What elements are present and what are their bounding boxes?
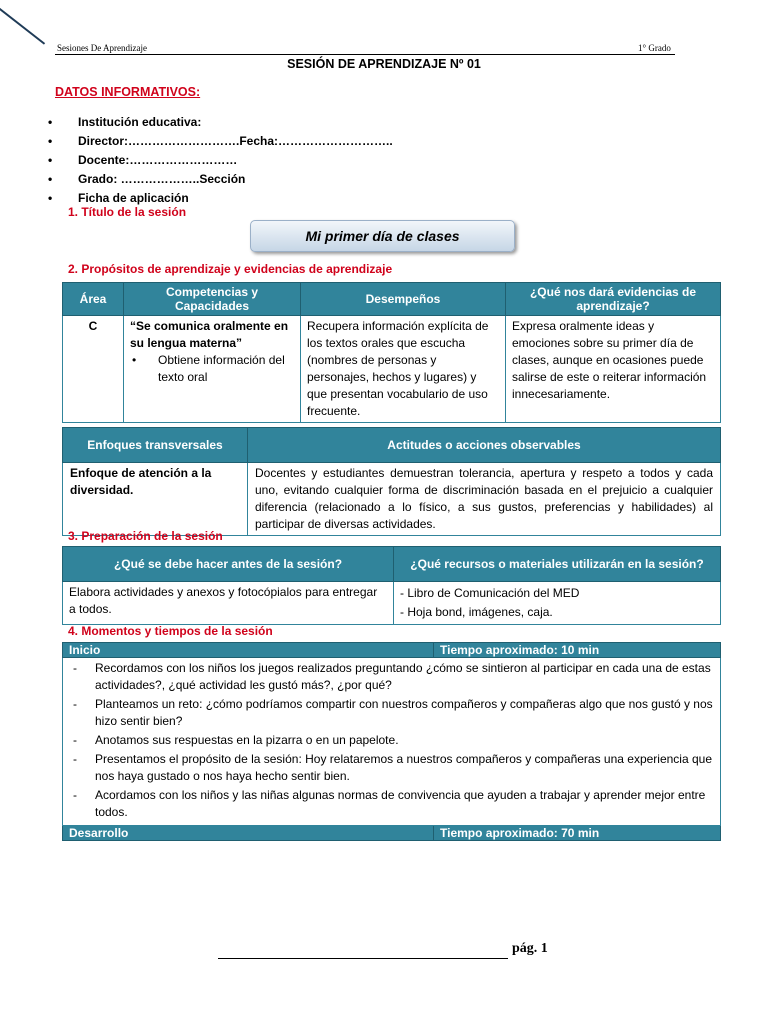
list-item: • Grado: ………………..Sección (48, 170, 393, 189)
table-header: Desempeños (301, 283, 506, 316)
competencia-text: “Se comunica oralmente en su lengua materna” (130, 319, 289, 350)
momentos-table (62, 642, 721, 841)
capacidad-text: • Obtiene información del texto oral (140, 352, 294, 386)
page-number: pág. 1 (512, 941, 548, 956)
recursos-cell (394, 582, 721, 625)
actitudes-cell: Docentes y estudiantes demuestran tolerancia, apertura y respeto a todos y cada uno, evitando cualquier forma de discriminación basada en el prejuicio a cualquier diferencia (relacionado a lo físico, a sus gustos, preferencias y habilidades) al participar de diversas actividades. (248, 463, 721, 536)
list-item: - Hoja bond, imágenes, caja. (400, 605, 553, 619)
table-header: ¿Qué recursos o materiales utilizarán en la sesión? (394, 547, 721, 582)
footer-rule (218, 958, 508, 959)
desempeno-cell: Recupera información explícita de los textos orales que escucha (nombres de personas y personajes, hechos y lugares) y que presentan vocabulario de uso frecuente. (301, 316, 506, 423)
header-left: Sesiones De Aprendizaje (57, 43, 147, 53)
session-title-banner: Mi primer día de clases (250, 220, 515, 252)
inicio-time: Tiempo aproximado: 10 min (434, 643, 721, 658)
section-1-heading: 1. Título de la sesión (68, 205, 187, 219)
list-item: - Acordamos con los niños y las niñas algunas normas de convivencia que ayuden a trabajar y aprender mejor entre todos. (71, 787, 714, 821)
list-item: - Recordamos con los niños los juegos realizados preguntando ¿cómo se sintieron al participar en cada una de estas actividades?, ¿qué actividad les gustó más?, ¿por qué? (71, 660, 714, 694)
purposes-table (62, 282, 721, 423)
table-header: ¿Qué nos dará evidencias de aprendizaje? (506, 283, 721, 316)
competencia-cell (124, 316, 301, 423)
enfoque-cell: Enfoque de atención a la diversidad. (63, 463, 248, 536)
page-title: SESIÓN DE APRENDIZAJE Nº 01 (287, 57, 481, 71)
list-item: • Docente:……………………… (48, 151, 393, 170)
table-header: ¿Qué se debe hacer antes de la sesión? (63, 547, 394, 582)
list-item: • Director:……………………….Fecha:……………………….. (48, 132, 393, 151)
inicio-activities (63, 658, 721, 826)
antes-cell: Elabora actividades y anexos y fotocópialos para entregar a todos. (63, 582, 394, 625)
corner-decoration (0, 0, 45, 45)
list-item: • Ficha de aplicación (48, 189, 393, 208)
section-4-heading: 4. Momentos y tiempos de la sesión (68, 624, 273, 638)
enfoques-table (62, 427, 721, 536)
table-header: Competencias y Capacidades (124, 283, 301, 316)
header-rule (55, 54, 675, 55)
datos-heading: DATOS INFORMATIVOS: (55, 85, 201, 99)
table-header: Área (63, 283, 124, 316)
evidencia-cell: Expresa oralmente ideas y emociones sobre su primer día de clases, aunque en ocasiones puede salirse de este o reiterar información innecesariamente. (506, 316, 721, 423)
desarrollo-label: Desarrollo (63, 826, 434, 841)
desarrollo-time: Tiempo aproximado: 70 min (434, 826, 721, 841)
list-item: - Presentamos el propósito de la sesión: Hoy relataremos a nuestros compañeros y compañeras una experiencia que nos haya gustado o nos haya hecho sentir bien. (71, 751, 714, 785)
datos-list (48, 113, 393, 208)
table-header: Enfoques transversales (63, 428, 248, 463)
list-item: - Libro de Comunicación del MED (400, 586, 580, 600)
table-header: Actitudes o acciones observables (248, 428, 721, 463)
area-cell: C (63, 316, 124, 423)
section-3-heading: 3. Preparación de la sesión (68, 529, 223, 543)
list-item: - Anotamos sus respuestas en la pizarra o en un papelote. (71, 732, 714, 749)
preparacion-table (62, 546, 721, 625)
header-right: 1° Grado (638, 43, 671, 53)
list-item: - Planteamos un reto: ¿cómo podríamos compartir con nuestros compañeros y compañeras algo que nos gustó y nos hizo sentir bien? (71, 696, 714, 730)
section-2-heading: 2. Propósitos de aprendizaje y evidencias de aprendizaje (68, 262, 393, 276)
inicio-label: Inicio (63, 643, 434, 658)
list-item: • Institución educativa: (48, 113, 393, 132)
